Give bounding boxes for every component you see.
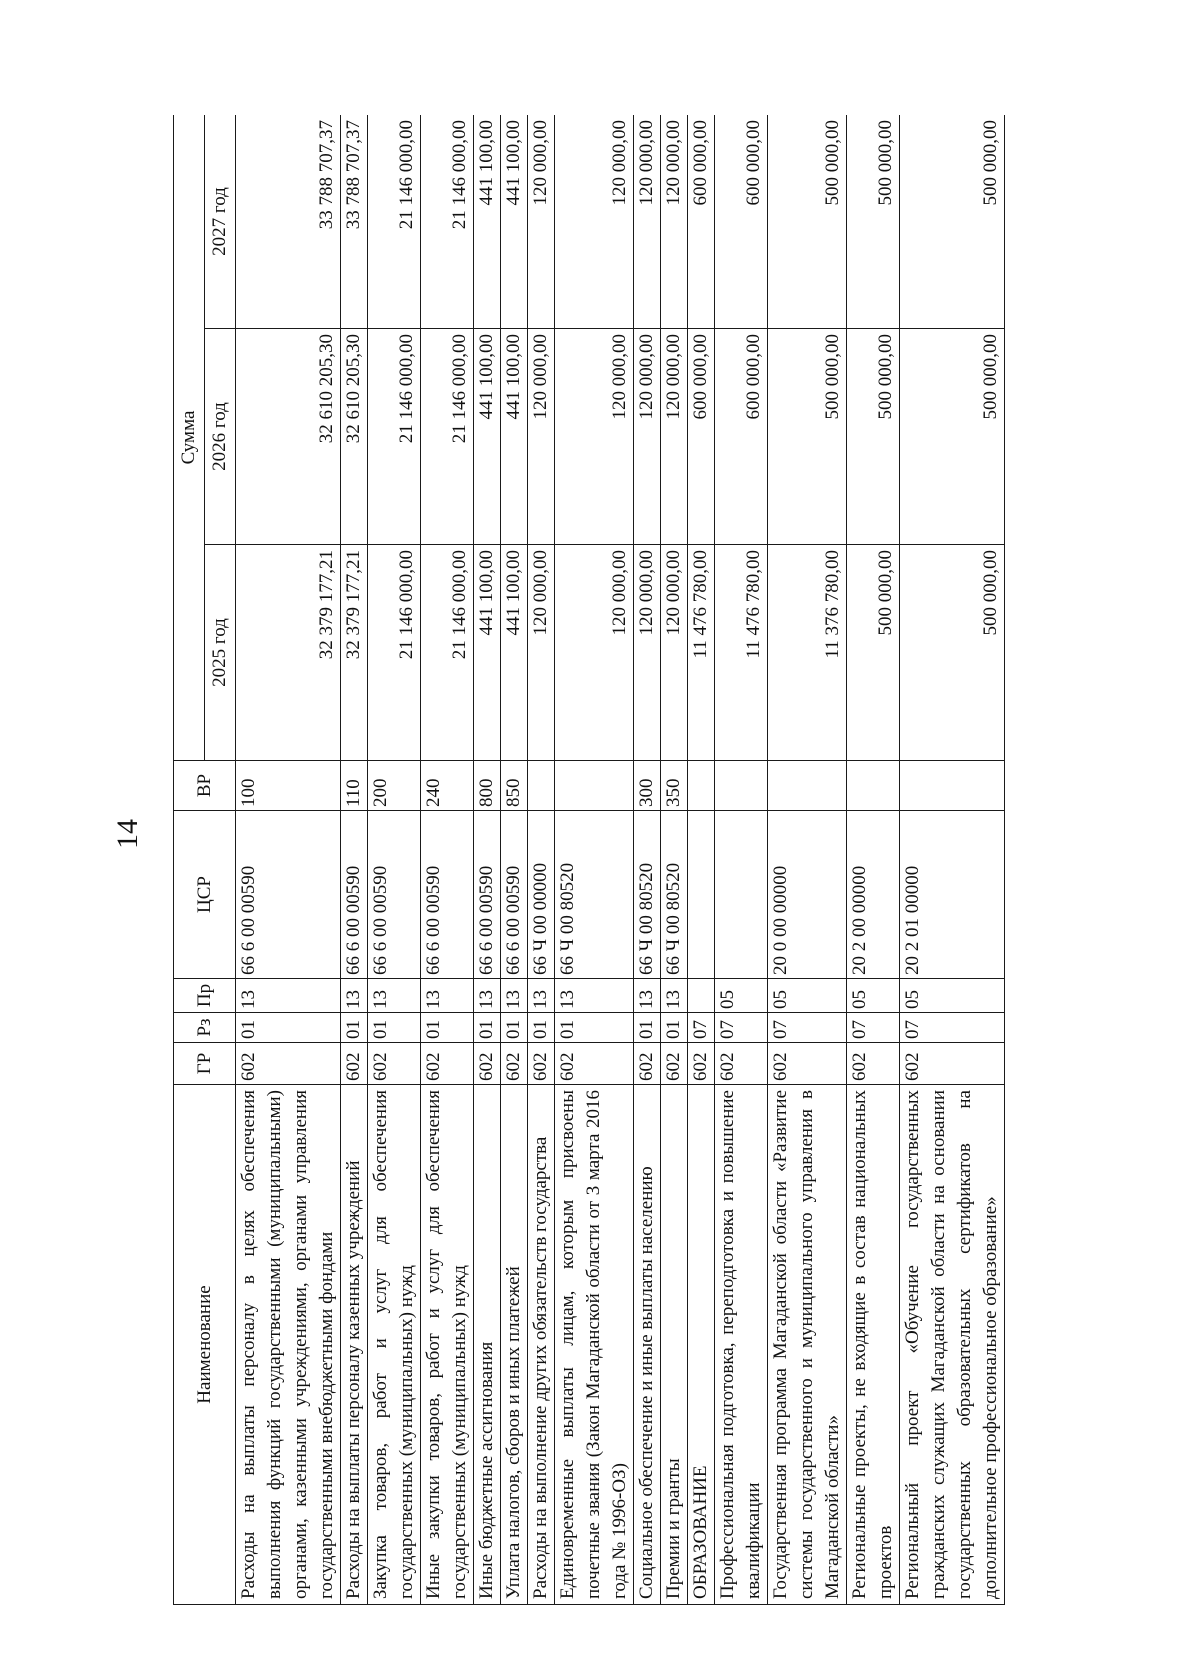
header-gr: ГР (174, 1043, 236, 1085)
cell-name: Премии и гранты (661, 1085, 688, 1605)
table-row (528, 115, 555, 1605)
cell-2027: 441 100,00 (474, 115, 501, 329)
cell-vr: 100 (236, 761, 341, 811)
cell-gr: 602 (368, 1043, 421, 1085)
table-row (555, 115, 634, 1605)
table-row (474, 115, 501, 1605)
cell-2026: 500 000,00 (768, 329, 847, 545)
cell-rz: 01 (421, 1013, 474, 1043)
cell-gr: 602 (715, 1043, 768, 1085)
cell-2026: 32 610 205,30 (341, 329, 368, 545)
table-row (847, 115, 900, 1605)
cell-vr: 110 (341, 761, 368, 811)
header-2026: 2026 год (205, 329, 236, 545)
cell-2026: 441 100,00 (474, 329, 501, 545)
page-number: 14 (111, 819, 144, 849)
cell-pr: 05 (715, 979, 768, 1013)
cell-rz: 01 (634, 1013, 661, 1043)
cell-rz: 01 (528, 1013, 555, 1043)
cell-vr (528, 761, 555, 811)
cell-rz: 07 (688, 1013, 715, 1043)
cell-2025: 120 000,00 (555, 545, 634, 761)
cell-2025: 120 000,00 (661, 545, 688, 761)
cell-name: Расходы на выплаты персоналу казенных учреждений (341, 1085, 368, 1605)
cell-csr: 66 Ч 00 80520 (634, 811, 661, 979)
cell-vr (847, 761, 900, 811)
cell-gr: 602 (847, 1043, 900, 1085)
cell-2025: 21 146 000,00 (368, 545, 421, 761)
table-row (661, 115, 688, 1605)
cell-pr: 05 (900, 979, 1005, 1013)
cell-gr: 602 (236, 1043, 341, 1085)
cell-2025: 32 379 177,21 (236, 545, 341, 761)
cell-csr: 66 6 00 00590 (341, 811, 368, 979)
cell-2026: 120 000,00 (634, 329, 661, 545)
cell-vr: 800 (474, 761, 501, 811)
table-row (368, 115, 421, 1605)
cell-name: Региональный проект «Обучение государственных гражданских служащих Магаданской области на основании государственных образовательных сертификатов на дополнительное профессиональное образование» (900, 1085, 1005, 1605)
cell-vr: 240 (421, 761, 474, 811)
cell-2027: 600 000,00 (688, 115, 715, 329)
table-row (236, 115, 341, 1605)
cell-2026: 21 146 000,00 (421, 329, 474, 545)
table-row (634, 115, 661, 1605)
cell-2026: 500 000,00 (900, 329, 1005, 545)
cell-2027: 33 788 707,37 (341, 115, 368, 329)
cell-name: Расходы на выполнение других обязательств государства (528, 1085, 555, 1605)
cell-csr: 66 6 00 00590 (421, 811, 474, 979)
table-body (236, 115, 1005, 1605)
cell-pr: 13 (341, 979, 368, 1013)
cell-gr: 602 (421, 1043, 474, 1085)
cell-2025: 32 379 177,21 (341, 545, 368, 761)
cell-gr: 602 (661, 1043, 688, 1085)
cell-name: Профессиональная подготовка, переподготовка и повышение квалификации (715, 1085, 768, 1605)
table-row (421, 115, 474, 1605)
header-rz: Рз (174, 1013, 236, 1043)
cell-2027: 120 000,00 (528, 115, 555, 329)
header-name: Наименование (174, 1085, 236, 1605)
cell-2025: 441 100,00 (474, 545, 501, 761)
cell-pr: 13 (555, 979, 634, 1013)
cell-2026: 500 000,00 (847, 329, 900, 545)
budget-table (173, 115, 1005, 1605)
cell-gr: 602 (900, 1043, 1005, 1085)
cell-name: Иные бюджетные ассигнования (474, 1085, 501, 1605)
cell-gr: 602 (688, 1043, 715, 1085)
cell-rz: 01 (236, 1013, 341, 1043)
header-row-top (174, 115, 205, 1605)
cell-2026: 600 000,00 (715, 329, 768, 545)
cell-name: Уплата налогов, сборов и иных платежей (501, 1085, 528, 1605)
cell-vr (900, 761, 1005, 811)
cell-2026: 32 610 205,30 (236, 329, 341, 545)
cell-pr: 05 (768, 979, 847, 1013)
cell-2027: 21 146 000,00 (421, 115, 474, 329)
cell-2027: 441 100,00 (501, 115, 528, 329)
cell-2025: 11 376 780,00 (768, 545, 847, 761)
cell-2027: 500 000,00 (768, 115, 847, 329)
cell-rz: 01 (501, 1013, 528, 1043)
cell-pr: 13 (661, 979, 688, 1013)
cell-2025: 500 000,00 (900, 545, 1005, 761)
header-vr: ВР (174, 761, 236, 811)
cell-csr: 66 Ч 00 80520 (555, 811, 634, 979)
cell-vr (715, 761, 768, 811)
cell-2026: 21 146 000,00 (368, 329, 421, 545)
table-row (900, 115, 1005, 1605)
cell-name: Государственная программа Магаданской области «Развитие системы государственного и муниципального управления в Магаданской области» (768, 1085, 847, 1605)
cell-gr: 602 (501, 1043, 528, 1085)
cell-vr: 200 (368, 761, 421, 811)
table-row (768, 115, 847, 1605)
header-sum: Сумма (174, 115, 205, 761)
cell-name: Социальное обеспечение и иные выплаты населению (634, 1085, 661, 1605)
header-csr: ЦСР (174, 811, 236, 979)
cell-2027: 21 146 000,00 (368, 115, 421, 329)
cell-rz: 01 (474, 1013, 501, 1043)
table-row (715, 115, 768, 1605)
cell-csr: 20 0 00 00000 (768, 811, 847, 979)
cell-gr: 602 (634, 1043, 661, 1085)
cell-2027: 33 788 707,37 (236, 115, 341, 329)
cell-2025: 120 000,00 (634, 545, 661, 761)
cell-name: Региональные проекты, не входящие в состав национальных проектов (847, 1085, 900, 1605)
rotated-table-container (173, 115, 1083, 1605)
cell-csr (715, 811, 768, 979)
cell-name: Единовременные выплаты лицам, которым присвоены почетные звания (Закон Магаданской области от 3 марта 2016 года № 1996-ОЗ) (555, 1085, 634, 1605)
cell-vr (768, 761, 847, 811)
header-2027: 2027 год (205, 115, 236, 329)
cell-rz: 01 (368, 1013, 421, 1043)
cell-rz: 01 (341, 1013, 368, 1043)
cell-vr: 300 (634, 761, 661, 811)
cell-vr: 850 (501, 761, 528, 811)
cell-2026: 600 000,00 (688, 329, 715, 545)
cell-pr: 13 (236, 979, 341, 1013)
cell-rz: 07 (715, 1013, 768, 1043)
cell-vr (555, 761, 634, 811)
cell-rz: 07 (847, 1013, 900, 1043)
cell-2025: 11 476 780,00 (715, 545, 768, 761)
cell-vr: 350 (661, 761, 688, 811)
cell-pr: 13 (528, 979, 555, 1013)
cell-2025: 11 476 780,00 (688, 545, 715, 761)
cell-2026: 120 000,00 (555, 329, 634, 545)
cell-csr: 20 2 00 00000 (847, 811, 900, 979)
cell-name: ОБРАЗОВАНИЕ (688, 1085, 715, 1605)
cell-csr: 66 Ч 00 00000 (528, 811, 555, 979)
cell-pr: 13 (421, 979, 474, 1013)
cell-2027: 500 000,00 (847, 115, 900, 329)
cell-pr: 13 (634, 979, 661, 1013)
cell-name: Закупка товаров, работ и услуг для обеспечения государственных (муниципальных) нужд (368, 1085, 421, 1605)
cell-2026: 120 000,00 (661, 329, 688, 545)
cell-pr: 13 (474, 979, 501, 1013)
cell-csr: 66 6 00 00590 (236, 811, 341, 979)
cell-2026: 120 000,00 (528, 329, 555, 545)
cell-2025: 441 100,00 (501, 545, 528, 761)
cell-pr: 05 (847, 979, 900, 1013)
table-row (501, 115, 528, 1605)
cell-pr: 13 (501, 979, 528, 1013)
rotated-page-area (173, 115, 1083, 1605)
cell-2025: 120 000,00 (528, 545, 555, 761)
cell-gr: 602 (474, 1043, 501, 1085)
cell-2025: 21 146 000,00 (421, 545, 474, 761)
table-row (341, 115, 368, 1605)
cell-gr: 602 (341, 1043, 368, 1085)
cell-pr (688, 979, 715, 1013)
cell-csr: 66 Ч 00 80520 (661, 811, 688, 979)
table-row (688, 115, 715, 1605)
cell-rz: 07 (768, 1013, 847, 1043)
cell-2027: 120 000,00 (661, 115, 688, 329)
cell-csr (688, 811, 715, 979)
cell-2027: 120 000,00 (634, 115, 661, 329)
cell-name: Иные закупки товаров, работ и услуг для обеспечения государственных (муниципальных) нужд (421, 1085, 474, 1605)
cell-rz: 07 (900, 1013, 1005, 1043)
cell-csr: 66 6 00 00590 (501, 811, 528, 979)
header-pr: Пр (174, 979, 236, 1013)
cell-gr: 602 (555, 1043, 634, 1085)
cell-gr: 602 (768, 1043, 847, 1085)
cell-gr: 602 (528, 1043, 555, 1085)
cell-rz: 01 (555, 1013, 634, 1043)
cell-rz: 01 (661, 1013, 688, 1043)
cell-2025: 500 000,00 (847, 545, 900, 761)
cell-csr: 20 2 01 00000 (900, 811, 1005, 979)
cell-csr: 66 6 00 00590 (474, 811, 501, 979)
cell-name: Расходы на выплаты персоналу в целях обеспечения выполнения функций государственными (муниципальными) органами, казенными учреждениями, органами управления государственными внебюджетными фондами (236, 1085, 341, 1605)
header-2025: 2025 год (205, 545, 236, 761)
cell-2027: 500 000,00 (900, 115, 1005, 329)
cell-2027: 600 000,00 (715, 115, 768, 329)
cell-vr (688, 761, 715, 811)
cell-2026: 441 100,00 (501, 329, 528, 545)
cell-csr: 66 6 00 00590 (368, 811, 421, 979)
cell-pr: 13 (368, 979, 421, 1013)
cell-2027: 120 000,00 (555, 115, 634, 329)
